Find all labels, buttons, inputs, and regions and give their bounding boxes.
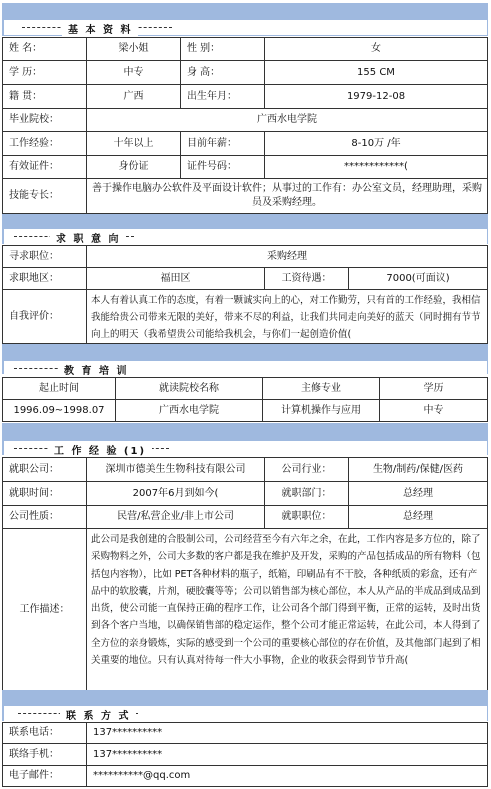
edu-cell: 中专 [380, 400, 488, 421]
nature-label: 公司性质： [3, 506, 87, 528]
edu-header: 学历 [380, 378, 488, 399]
table-row [3, 400, 488, 422]
gender-value: 女 [265, 38, 488, 60]
school-label: 毕业院校： [3, 109, 87, 131]
idno-label: 证件号码： [181, 156, 265, 178]
phone-label: 联系电话： [3, 723, 87, 743]
area-value: 福田区 [87, 268, 265, 289]
email-label: 电子邮件： [3, 766, 87, 786]
gender-label: 性 别： [181, 38, 265, 60]
school-value: 广西水电学院 [87, 109, 488, 131]
desc-value: 此公司是我创建的合股制公司，公司经营至今有六年之余，在此，工作内容是多方位的，除了采购物料之外，公司大多数的客户都是我在维护及开发，采购的产品包括成品的所有物料（包括包内容物），比如 PET各种材料的瓶子，纸箱，印刷品有不干胶，各种纸质的彩盒，还有产品中的软胶囊，片剂，硬胶囊等等；公司以销售部为核心部位，本人从产品的半成品到成品到出货，使公司能一直保持正确的程序工作，让公司各个部门得到平衡，正常的运转，及时出货到各个客户当地，以确保销售部的稳定运作，整个公司才能正常运转，在此公司，本人得到了全方位的亲身锻炼，实际的感受到一个公司的重要核心部位的存在价值，及其他部门起到了相关重要的地位。只有认真对待每一件大小事物，企业的收获会得到节节升高( [87, 529, 488, 690]
section-title-work: 工 作 经 验 (1) [48, 442, 152, 457]
industry-value: 生物/制药/保健/医药 [349, 458, 488, 481]
pay-value: 7000(可面议) [349, 268, 488, 289]
time-label: 就职时间： [3, 482, 87, 505]
mobile-label: 联络手机： [3, 744, 87, 765]
section-header-edu [4, 361, 487, 376]
edu-table [2, 377, 488, 422]
industry-label: 公司行业： [265, 458, 349, 481]
edu-value: 中专 [87, 61, 181, 84]
name-label: 姓 名： [3, 38, 87, 60]
name-value: 梁小姐 [87, 38, 181, 60]
job-value: 总经理 [349, 506, 488, 528]
edu-cell: 计算机操作与应用 [263, 400, 380, 421]
section-title-contact: 联 系 方 式 [60, 707, 136, 722]
job-label: 就职职位： [265, 506, 349, 528]
work-table [2, 457, 488, 691]
edu-header-row [3, 378, 488, 400]
section-title-intent: 求 职 意 向 [50, 230, 126, 245]
pos-label: 寻求职位： [3, 246, 87, 267]
birth-value: 1979-12-08 [265, 85, 488, 108]
height-label: 身 高： [181, 61, 265, 84]
pay-label: 工资待遇： [265, 268, 349, 289]
section-header-basic [4, 20, 487, 35]
skill-value: 善于操作电脑办公软件及平面设计软件；从事过的工作有：办公室文员，经理助理，采购员及采购经理。 [87, 179, 488, 213]
nature-value: 民营/私营企业/非上市公司 [87, 506, 265, 528]
edu-label: 学 历： [3, 61, 87, 84]
mobile-value: 137********** [87, 744, 488, 765]
contact-table [2, 722, 488, 787]
edu-header: 主修专业 [263, 378, 380, 399]
pos-value: 采购经理 [87, 246, 488, 267]
section-header-intent [4, 229, 487, 244]
native-label: 籍 贯： [3, 85, 87, 108]
height-value: 155 CM [265, 61, 488, 84]
intent-table [2, 245, 488, 344]
basic-table [2, 37, 488, 214]
birth-label: 出生年月： [181, 85, 265, 108]
company-value: 深圳市德美生生物科技有限公司 [87, 458, 265, 481]
edu-header: 起止时间 [3, 378, 116, 399]
edu-cell: 广西水电学院 [116, 400, 263, 421]
idtype-value: 身份证 [87, 156, 181, 178]
area-label: 求职地区： [3, 268, 87, 289]
section-header-work [4, 441, 487, 456]
self-label: 自我评价： [3, 290, 87, 343]
salary-value: 8-10万 /年 [265, 132, 488, 155]
skill-label: 技能专长： [3, 179, 87, 213]
salary-label: 目前年薪： [181, 132, 265, 155]
idtype-label: 有效证件： [3, 156, 87, 178]
dept-value: 总经理 [349, 482, 488, 505]
idno-value: ************( [265, 156, 488, 178]
desc-label: 工作描述： [3, 529, 87, 690]
dept-label: 就职部门： [265, 482, 349, 505]
section-title-basic: 基 本 资 料 [62, 21, 138, 36]
section-title-edu: 教 育 培 训 [58, 362, 134, 377]
company-label: 就职公司： [3, 458, 87, 481]
native-value: 广西 [87, 85, 181, 108]
section-header-contact [4, 706, 487, 721]
time-value: 2007年6月到如今( [87, 482, 265, 505]
edu-cell: 1996.09~1998.07 [3, 400, 116, 421]
edu-header: 就读院校名称 [116, 378, 263, 399]
years-label: 工作经验： [3, 132, 87, 155]
phone-value: 137********** [87, 723, 488, 743]
email-link[interactable]: **********@qq.com [87, 766, 488, 786]
years-value: 十年以上 [87, 132, 181, 155]
self-value: 本人有着认真工作的态度，有着一颗诚实向上的心，对工作勤劳，只有首的工作经验，我相信我能给贵公司带来无限的美好，带来不尽的利益，让我们共同走向美好的蓝天（同时拥有节节向上的明天（我希望贵公司能给我机会，与你们一起创造价值( [87, 290, 488, 343]
